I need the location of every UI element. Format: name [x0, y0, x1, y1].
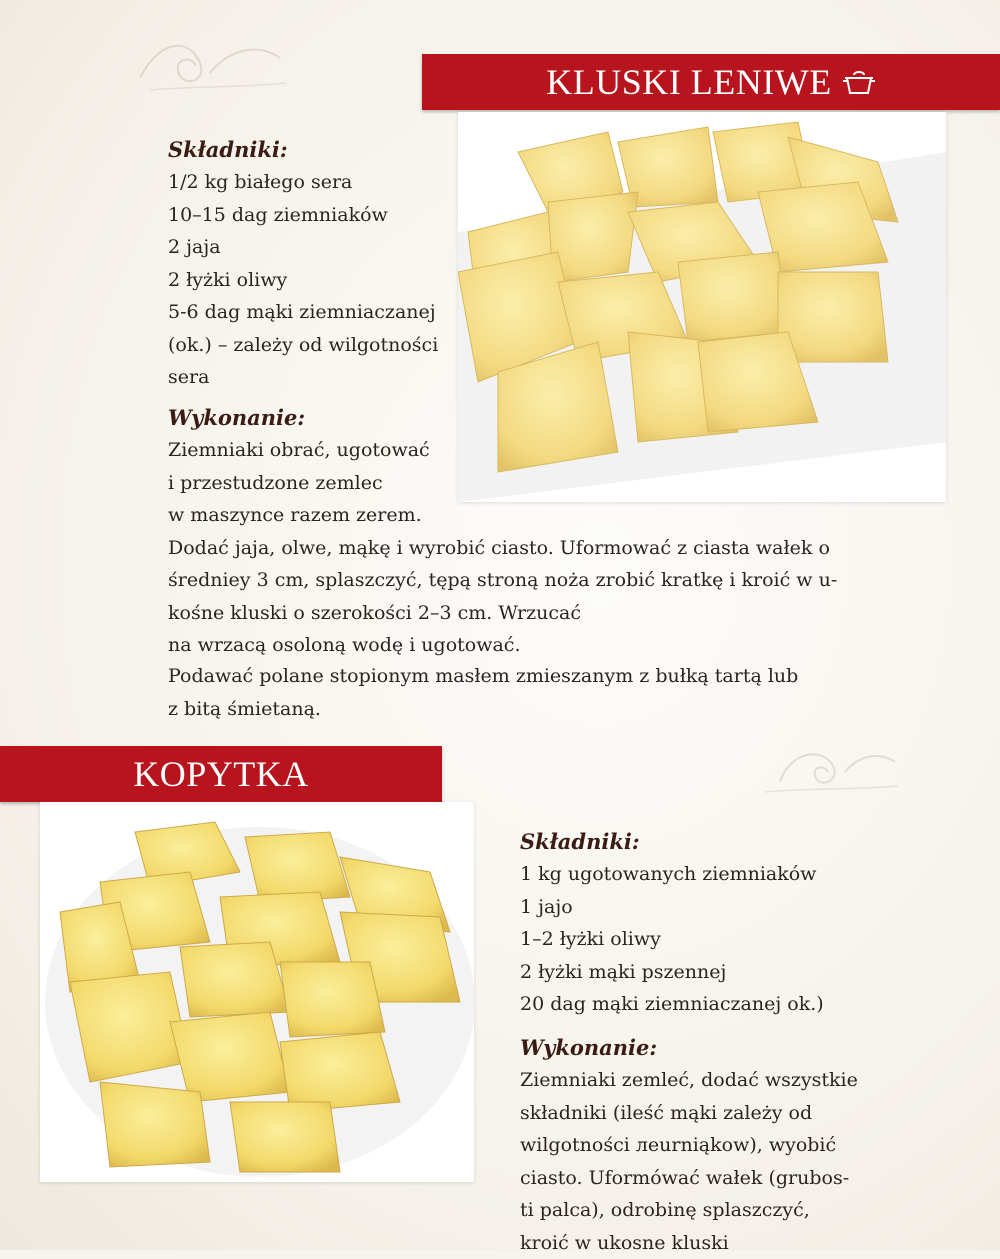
flourish-right — [760, 732, 900, 802]
method-line: Ziemniaki obrać, ugotować — [168, 434, 868, 467]
recipe1-method-heading: Wykonanie: — [168, 402, 868, 434]
recipe1-ingredients — [168, 134, 458, 394]
recipe1-title-bar — [422, 54, 1000, 110]
flourish-top-left — [130, 28, 290, 98]
recipe2-title: KOPYTKA — [133, 753, 309, 795]
list-item: 1 jajo — [520, 891, 980, 924]
method-line: składniki (ileść mąki zależy od — [520, 1097, 980, 1130]
recipe2-method-heading: Wykonanie: — [520, 1032, 980, 1064]
method-line: ciasto. Uformówać wałek (grubos- — [520, 1162, 980, 1195]
list-item: 1 kg ugotowanych ziemniaków — [520, 858, 980, 891]
method-line: w maszynce razem zerem. — [168, 499, 868, 532]
list-item: 10–15 dag ziemniaków — [168, 199, 458, 232]
recipe2-method — [520, 1032, 980, 1259]
method-line: na wrzacą osoloną wodę i ugotować. — [168, 629, 868, 662]
serving-line: Podawać polane stopionym masłem zmieszanym z bułką tartą lub — [168, 660, 868, 693]
list-item: sera — [168, 361, 458, 394]
list-item: 1/2 kg białego sera — [168, 166, 458, 199]
serving-line: z bitą śmietaną. — [168, 693, 868, 726]
list-item: 1–2 łyżki oliwy — [520, 923, 980, 956]
recipe2-ingredients — [520, 826, 980, 1021]
recipe2-title-bar — [0, 746, 442, 802]
method-line: kroić w ukosne kluski — [520, 1227, 980, 1259]
list-item: 2 łyżki oliwy — [168, 264, 458, 297]
method-line: Ziemniaki zemleć, dodać wszystkie — [520, 1064, 980, 1097]
list-item: 2 jaja — [168, 231, 458, 264]
recipe2-ingredients-heading: Składniki: — [520, 826, 980, 858]
kopytka-illustration — [40, 802, 474, 1182]
method-line: ti palca), odrobinę splaszczyć, — [520, 1194, 980, 1227]
list-item: 20 dag mąki ziemniaczanej ok.) — [520, 988, 980, 1021]
recipe1-ingredients-heading: Składniki: — [168, 134, 458, 166]
method-line: i przestudzone zemlec — [168, 467, 868, 500]
recipe1-serving — [168, 660, 868, 725]
pot-icon — [842, 67, 876, 97]
method-line: kośne kluski o szerokości 2–3 cm. Wrzucać — [168, 597, 868, 630]
method-line: wilgotności лeurniąkow), wyobić — [520, 1129, 980, 1162]
recipe1-method — [168, 402, 868, 662]
method-line: Dodać jaja, olwe, mąkę i wyrobić ciasto. Uformować z ciasta wałek o — [168, 532, 868, 565]
method-line: średniey 3 cm, splaszczyć, tępą stroną noża zrobić kratkę i kroić w u- — [168, 564, 868, 597]
list-item: (ok.) – zależy od wilgotności — [168, 329, 458, 362]
recipe2-photo-kopytka — [40, 802, 474, 1182]
list-item: 5-6 dag mąki ziemniaczanej — [168, 296, 458, 329]
list-item: 2 łyżki mąki pszennej — [520, 956, 980, 989]
recipe1-title: KLUSKI LENIWE — [546, 61, 831, 103]
